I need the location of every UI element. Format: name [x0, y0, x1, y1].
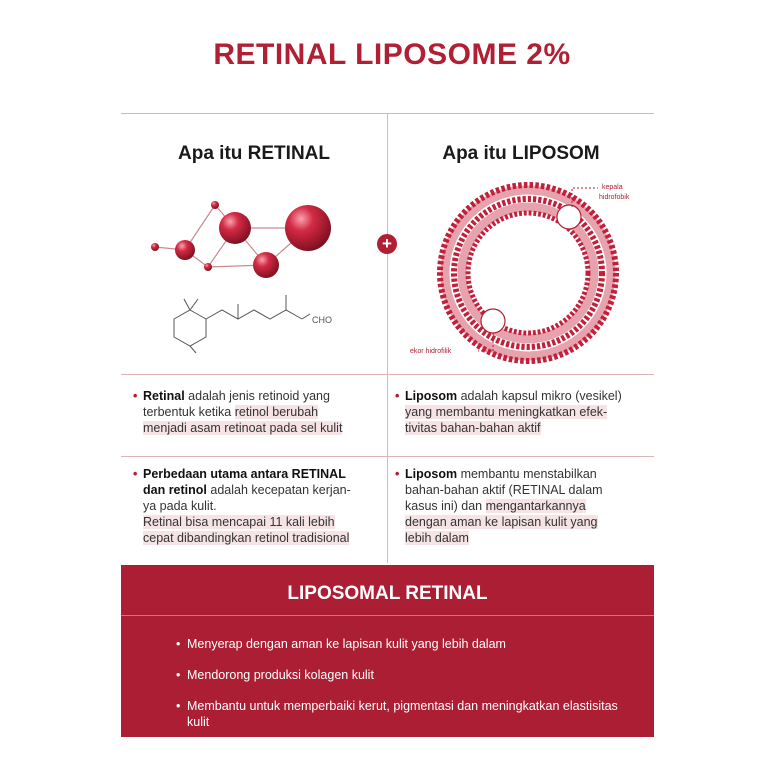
retinal-heading: Apa itu RETINAL: [178, 143, 330, 164]
label-tail: ekor hidrofilik: [410, 348, 452, 355]
atom-small-1: [151, 243, 159, 251]
label-head-2: hidrofobik: [599, 194, 630, 201]
banner-divider: [121, 615, 654, 616]
retinal-bullet-1: • Retinal adalah jenis retinoid yang terbentuk ketika retinol berubah menjadi asam retinoat pada sel kulit: [133, 389, 343, 435]
benefit-item: • Membantu untuk memperbaiki kerut, pigmentasi dan meningkatkan elastisitas kulit: [176, 699, 618, 729]
liposomal-retinal-banner: [121, 565, 654, 737]
atom-large-1: [219, 212, 251, 244]
liposome-illustration: [410, 175, 655, 370]
head-zoom-circle: [557, 205, 581, 229]
label-head-1: kepala: [602, 184, 623, 191]
liposom-heading: Apa itu LIPOSOM: [442, 143, 600, 164]
atom-medium-1: [175, 240, 195, 260]
benefit-item: • Mendorong produksi kolagen kulit: [176, 668, 374, 682]
tail-zoom-circle: [481, 309, 505, 333]
divider-vertical: [387, 113, 388, 563]
benefit-item: • Menyerap dengan aman ke lapisan kulit yang lebih dalam: [176, 637, 506, 651]
formula-label: CHO: [312, 315, 332, 325]
atom-small-3: [204, 263, 212, 271]
liposom-bullet-2: • Liposom membantu menstabilkan bahan-bahan aktif (RETINAL dalam kasus ini) dan mengantarkannya dengan aman ke lapisan kulit yang lebih dalam: [395, 467, 603, 545]
molecule-illustration: [140, 195, 380, 355]
page-title: RETINAL LIPOSOME 2%: [213, 38, 571, 71]
retinal-bullet-2: • Perbedaan utama antara RETINAL dan retinol adalah kecepatan kerjan- ya pada kulit. Retinal bisa mencapai 11 kali lebih cepat dibandingkan retinol tradisional: [133, 467, 351, 545]
atom-medium-2: [253, 252, 279, 278]
atom-small-2: [211, 201, 219, 209]
banner-title: LIPOSOMAL RETINAL: [287, 583, 488, 604]
liposom-bullet-1: • Liposom adalah kapsul mikro (vesikel) yang membantu meningkatkan efek- tivitas bahan-bahan aktif: [395, 389, 622, 435]
atom-large-2: [285, 205, 331, 251]
plus-icon: +: [377, 234, 397, 254]
